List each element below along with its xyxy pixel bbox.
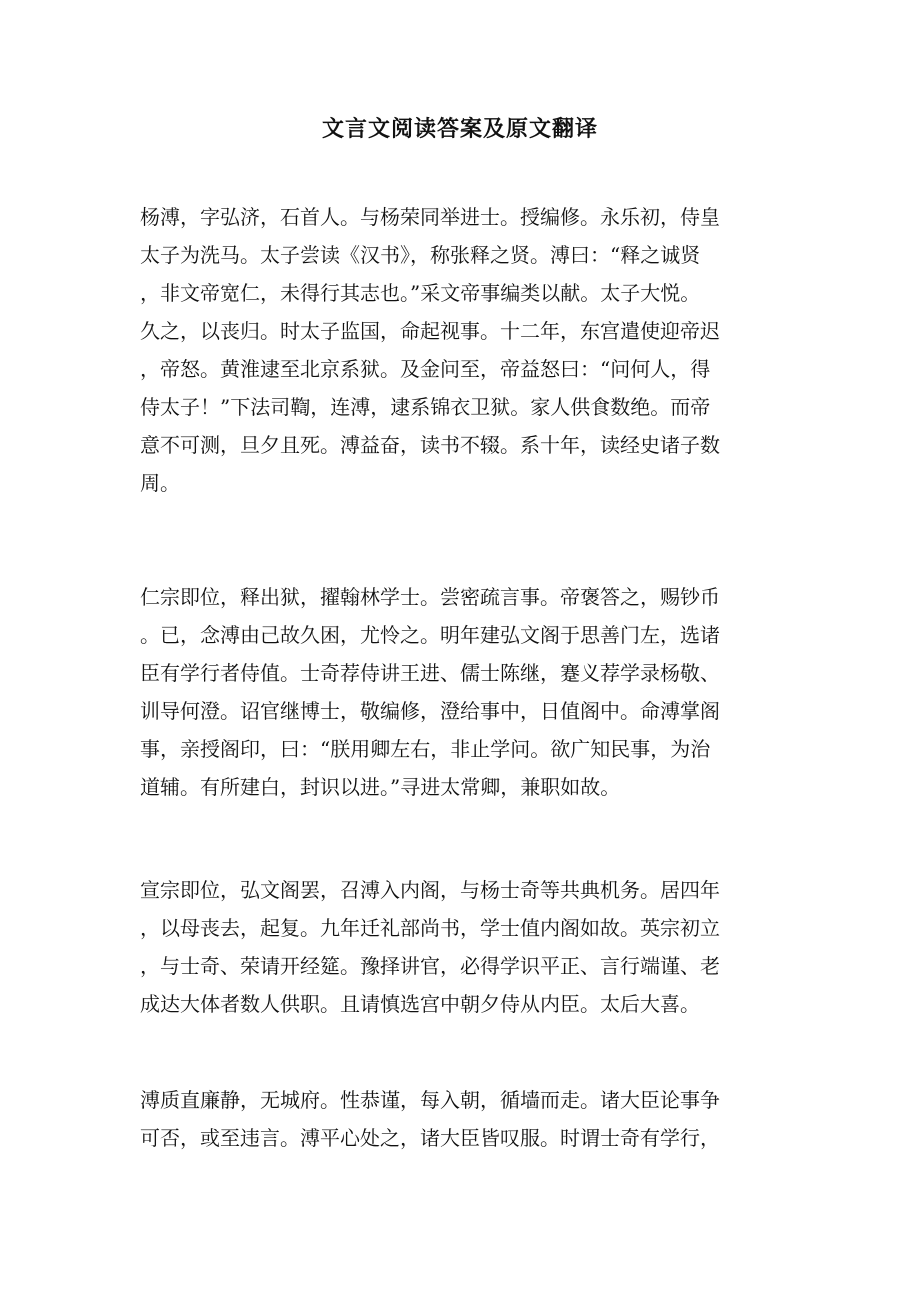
- text-line: 训导何澄。诏官继博士，敬编修，澄给事中，日值阁中。命溥掌阁: [140, 699, 720, 723]
- text-line: 可否，或至违言。溥平心处之，诸大臣皆叹服。时谓士奇有学行，: [140, 1126, 720, 1150]
- text-line: 仁宗即位，释出狱，擢翰林学士。尝密疏言事。帝褒答之，赐钞币: [140, 585, 720, 609]
- text-line: 溥质直廉静，无城府。性恭谨，每入朝，循墙而走。诸大臣论事争: [140, 1088, 720, 1112]
- text-line: 。已，念溥由己故久困，尤怜之。明年建弘文阁于思善门左，选诸: [140, 623, 720, 647]
- text-line: 成达大体者数人供职。且请慎选宫中朝夕侍从内臣。太后大喜。: [140, 992, 700, 1016]
- text-line: ，帝怒。黄淮逮至北京系狱。及金问至，帝益怒曰：“问何人，得: [140, 357, 711, 381]
- text-line: 道辅。有所建白，封识以进。”寻进太常卿，兼职如故。: [140, 775, 621, 799]
- text-line: 臣有学行者侍值。士奇荐侍讲王进、儒士陈继，蹇义荐学录杨敬、: [140, 661, 720, 685]
- text-line: 宣宗即位，弘文阁罢，召溥入内阁，与杨士奇等共典机务。居四年: [140, 878, 720, 902]
- text-line: 侍太子！”下法司鞫，连溥，逮系锦衣卫狱。家人供食数绝。而帝: [140, 395, 711, 419]
- text-line: ，与士奇、荣请开经筵。豫择讲官，必得学识平正、言行端谨、老: [140, 954, 720, 978]
- text-line: 杨溥，字弘济，石首人。与杨荣同举进士。授编修。永乐初，侍皇: [140, 205, 720, 229]
- document-title: 文言文阅读答案及原文翻译: [321, 116, 598, 142]
- text-line: 周。: [140, 471, 180, 495]
- paragraph-1: [140, 198, 780, 502]
- paragraph-4: [140, 1081, 780, 1157]
- text-line: ，非文帝宽仁，未得行其志也。”采文帝事编类以献。太子大悦。: [140, 281, 701, 305]
- text-line: 久之，以丧归。时太子监国，命起视事。十二年，东宫遣使迎帝迟: [140, 319, 720, 343]
- text-line: ，以母丧去，起复。九年迁礼部尚书，学士值内阁如故。英宗初立: [140, 916, 720, 940]
- paragraph-3: [140, 871, 780, 1023]
- text-line: 太子为洗马。太子尝读《汉书》，称张释之贤。溥曰：“释之诚贤: [140, 243, 701, 267]
- paragraph-2: [140, 578, 780, 806]
- text-line: 意不可测，旦夕且死。溥益奋，读书不辍。系十年，读经史诸子数: [140, 433, 720, 457]
- text-line: 事，亲授阁印，曰：“朕用卿左右，非止学问。欲广知民事，为治: [140, 737, 711, 761]
